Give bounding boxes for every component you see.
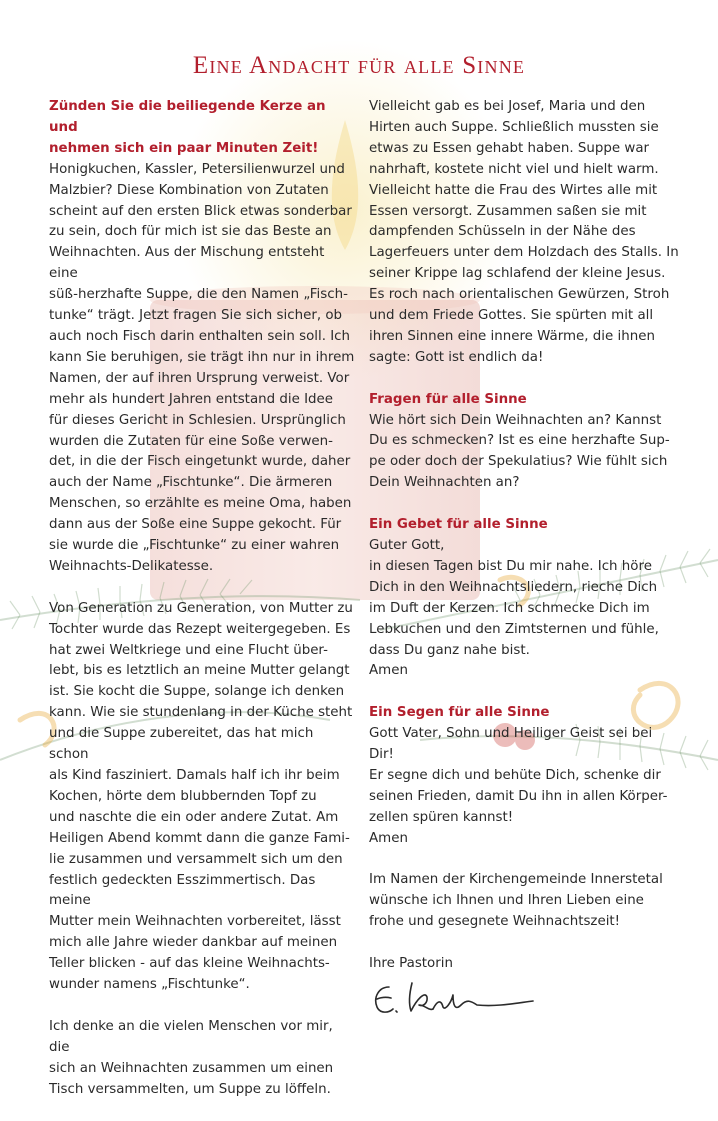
blessing-text: Gott Vater, Sohn und Heiliger Geist sei bei Dir! Er segne dich und behüte Dich, schenke dir seinen Frieden, damit Du ihn in allen Körper- zellen spüren kannst! Amen [369,726,668,846]
nativity-paragraph: Vielleicht gab es bei Josef, Maria und den Hirten auch Suppe. Schließlich mussten sie etwas zu Essen gehabt haben. Suppe war nahrhaft, kostete nicht viel und hielt warm. Vielleicht hatte die Frau des Wirtes alle mit Essen versorgt. Zusammen saßen sie mit dampfenden Schüsseln in der Nähe des Lagerfeuers unter dem Holzdach des Stalls. In seiner Krippe lag schlafend der kleine Jesus. Es roch nach orientalischen Gewürzen, Stroh und dem Friede Gottes. Sie spürten mit all ihren Sinnen eine innere Wärme, die ihnen sagte: Gott ist endlich da! [369,99,679,365]
blessing-heading: Ein Segen für alle Sinne [369,705,550,721]
generations-paragraph: Von Generation zu Generation, von Mutter zu Tochter wurde das Rezept weitergegeben. Es hat zwei Weltkriege und eine Flucht über- lebt, bis es letztlich an meine Mutter gelangt ist. Sie kocht die Suppe, solange ich denken kann. Wie sie stundenlang in der Küche steht und die Suppe zubereitet, das hat mich schon als Kind fasziniert. Damals half ich ihr beim Kochen, hörte dem blubbernden Topf zu und naschte die ein oder andere Zutat. Am Heiligen Abend kommt dann die ganze Fami- lie zusammen und versammelt sich um den festlich gedeckten Esszimmertisch. Das meine Mutter mein Weihnachten vorbereitet, lässt mich alle Jahre wieder dankbar auf meinen Teller blicken - auf das kleine Weihnachts- wunder namens „Fischtunke“. [49,600,353,993]
closing-greeting: Im Namen der Kirchengemeinde Innerstetal wünsche ich Ihnen und Ihren Lieben eine frohe und gesegnete Weihnachtszeit! [369,872,663,930]
reflection-paragraph: Ich denke an die vielen Menschen vor mir, die sich an Weihnachten zusammen um einen Tisch versammelten, um Suppe zu löffeln. [49,1018,334,1097]
intro-heading: Zünden Sie die beiliegende Kerze an und nehmen sich ein paar Minuten Zeit! [49,99,326,156]
page-title: Eine Andacht für alle Sinne [192,52,526,79]
prayer-heading: Ein Gebet für alle Sinne [369,517,548,533]
right-column [369,97,679,1019]
signature-image [367,977,537,1019]
sign-off: Ihre Pastorin [369,956,453,972]
questions-heading: Fragen für alle Sinne [369,391,527,407]
questions-text: Wie hört sich Dein Weihnachten an? Kannst Du es schmecken? Ist es eine herzhafte Sup- pe oder doch der Spekulatius? Wie fühlt sich Dein Weihnachten an? [369,412,670,491]
left-column [49,97,355,1121]
prayer-text: Guter Gott, in diesen Tagen bist Du mir nahe. Ich höre Dich in den Weihnachtsliedern, rieche Dich im Duft der Kerzen. Ich schmecke Dich im Lebkuchen und den Zimtsternen und fühle, dass Du ganz nahe bist. Amen [369,538,659,679]
intro-paragraph: Honigkuchen, Kassler, Petersilienwurzel und Malzbier? Diese Kombination von Zutaten scheint auf den ersten Blick etwas sonderbar zu sein, doch für mich ist sie das Beste an Weihnachten. Aus der Mischung entsteht eine süß-herzhafte Suppe, die den Namen „Fisch- tunke“ trägt. Jetzt fragen Sie sich sicher, ob auch noch Fisch darin enthalten sein soll. Ich kann Sie beruhigen, sie trägt ihn nur in ihrem Namen, der auf ihren Ursprung verweist. Vor mehr als hundert Jahren entstand die Idee für dieses Gericht in Schlesien. Ursprünglich wurden die Zutaten für eine Soße verwen- det, in die der Fisch eingetunkt wurde, daher auch der Name „Fischtunke“. Die ärmeren Menschen, so erzählte es meine Oma, haben dann aus der Soße eine Suppe gekocht. Für sie wurde die „Fischtunke“ zu einer wahren Weihnachts-Delikatesse. [49,161,355,574]
